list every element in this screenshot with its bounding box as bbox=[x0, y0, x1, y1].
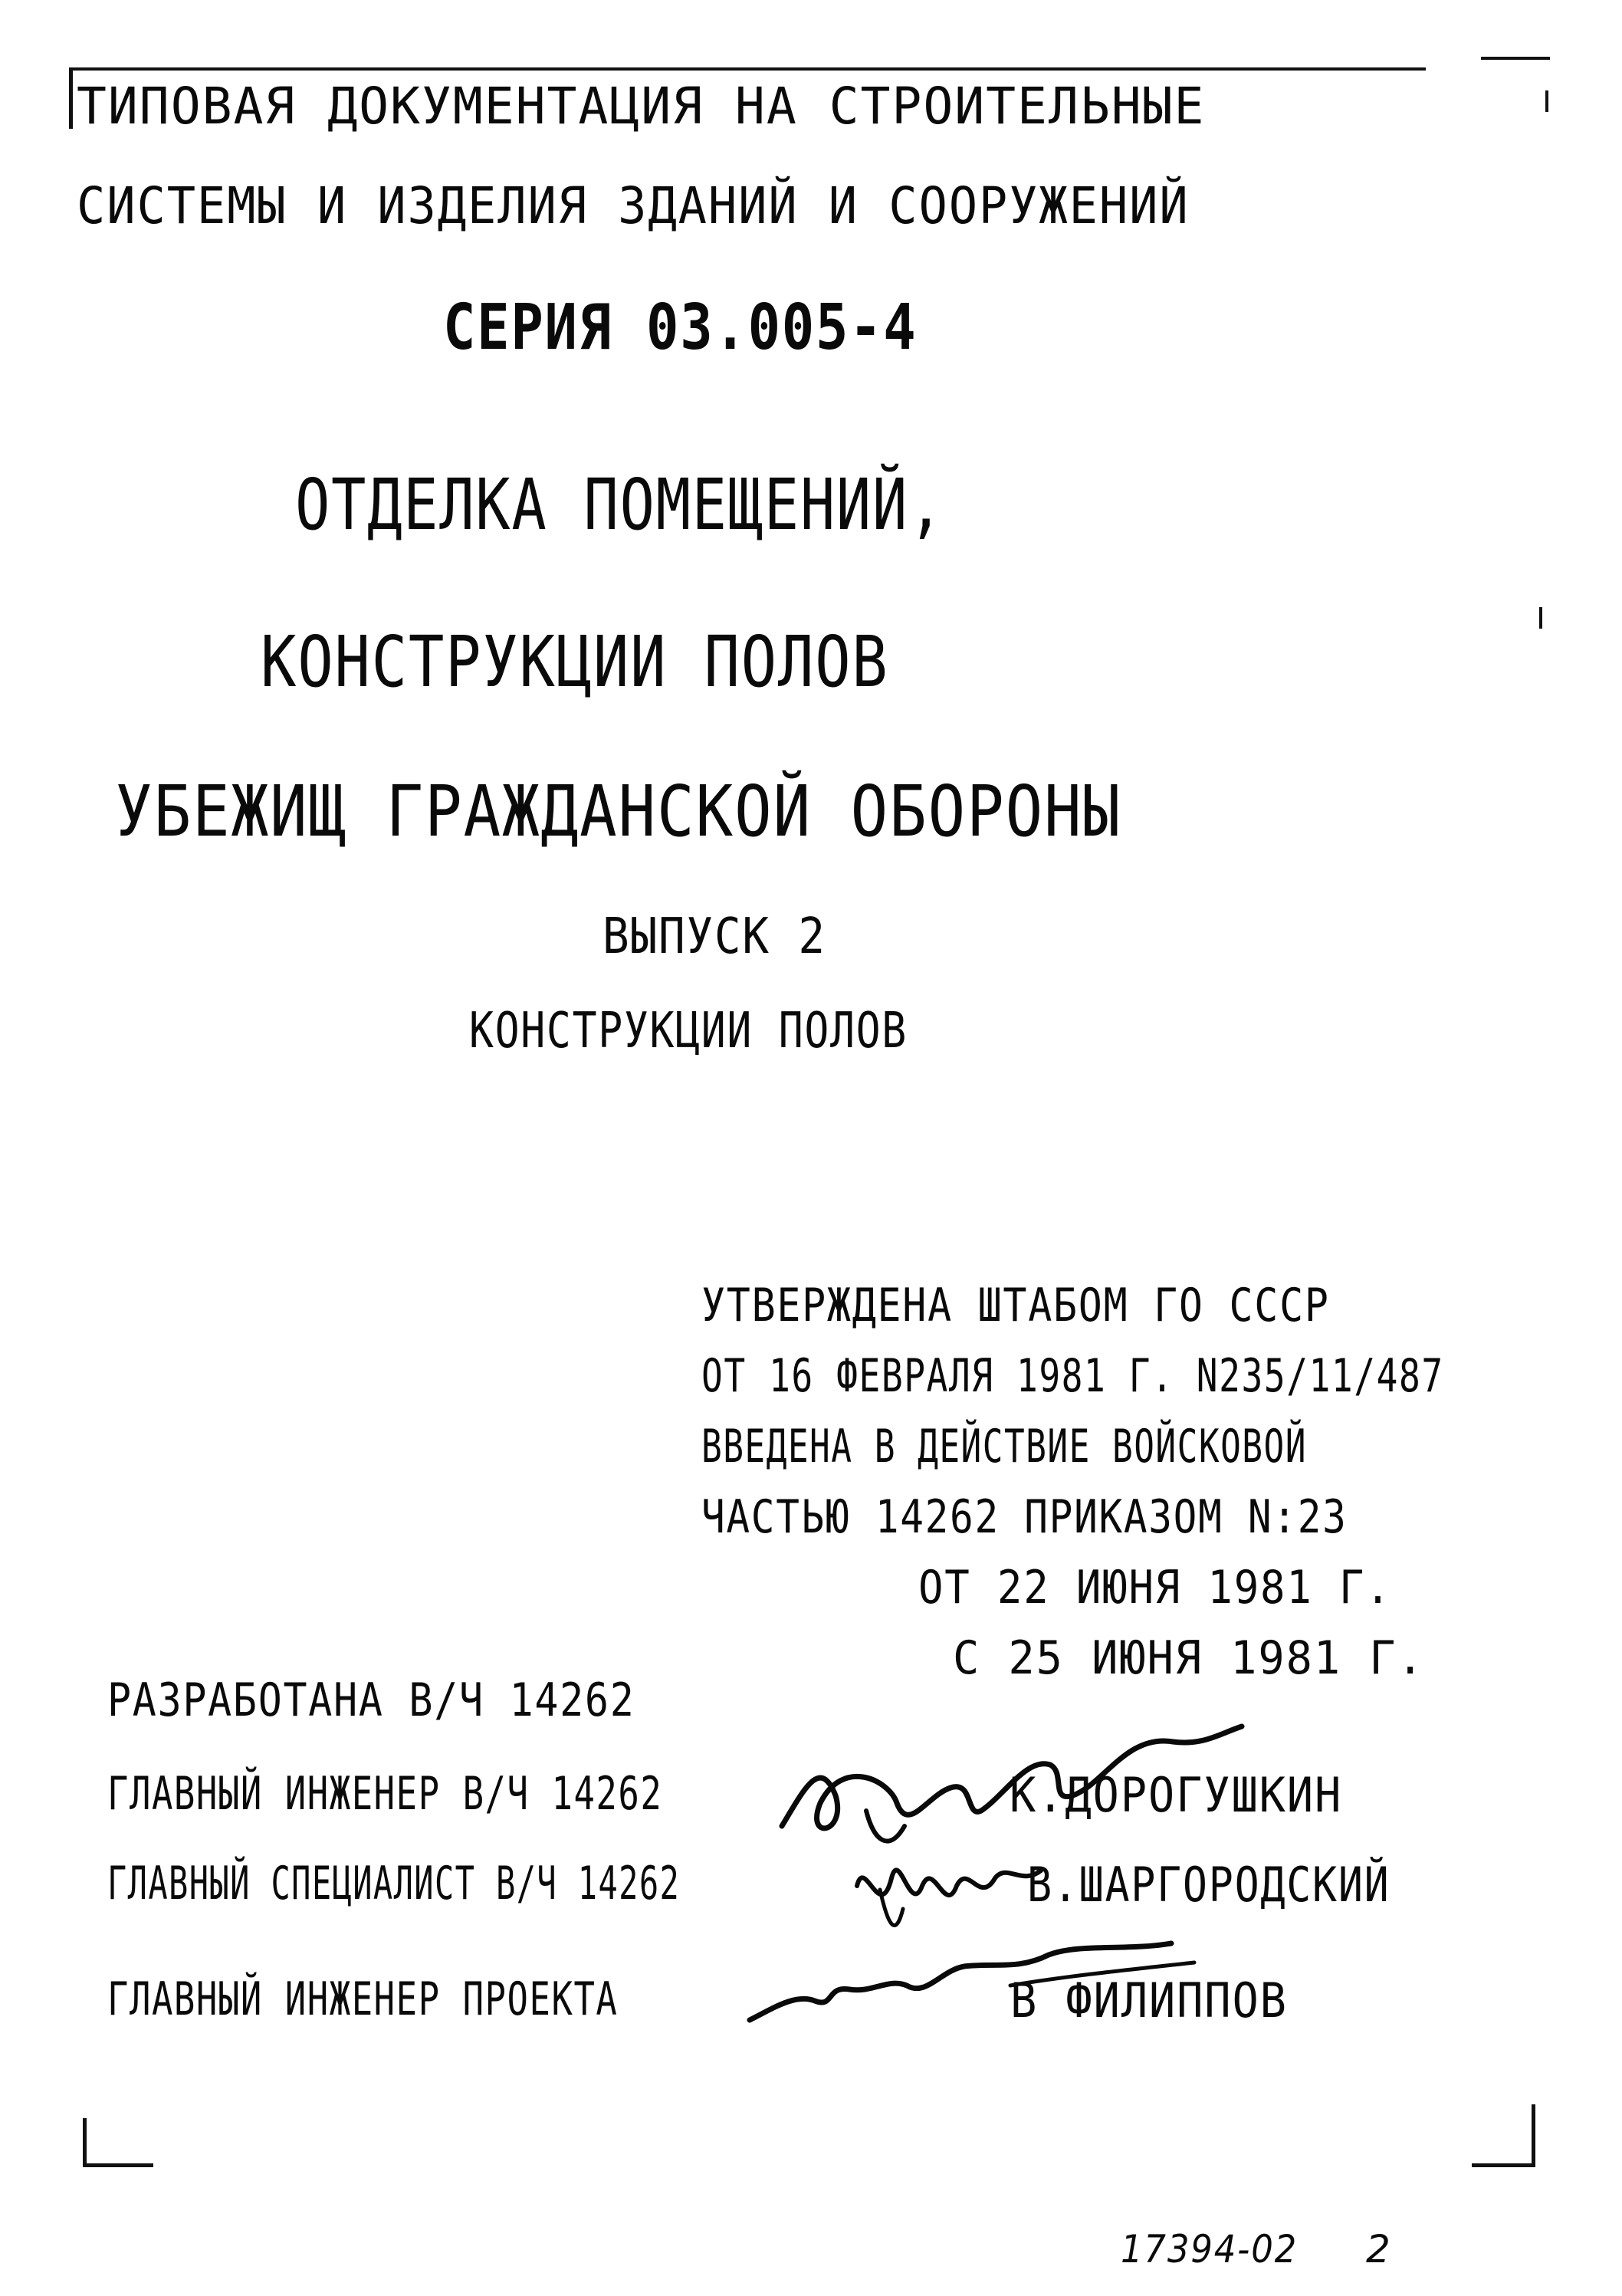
header-line-2: СИСТЕМЫ И ИЗДЕЛИЯ ЗДАНИЙ И СООРУЖЕНИЙ bbox=[77, 176, 1190, 235]
developed-by: РАЗРАБОТАНА В/Ч 14262 bbox=[107, 1674, 635, 1727]
handwritten-signature-2 bbox=[849, 1832, 1049, 1947]
sheet-number: 2 bbox=[1366, 2227, 1392, 2271]
issue-label: ВЫПУСК 2 bbox=[603, 908, 826, 965]
frame-mark-bottom-left-h bbox=[83, 2163, 153, 2167]
document-number: 17394-02 bbox=[1121, 2227, 1299, 2271]
approval-line-1: УТВЕРЖДЕНА ШТАБОМ ГО СССР bbox=[701, 1279, 1330, 1332]
signatory-role-2: ГЛАВНЫЙ СПЕЦИАЛИСТ В/Ч 14262 bbox=[107, 1857, 681, 1910]
title-line-2: КОНСТРУКЦИИ ПОЛОВ bbox=[261, 621, 889, 703]
signatory-name-3: В ФИЛИППОВ bbox=[1010, 1972, 1288, 2028]
frame-line-top bbox=[69, 67, 1426, 71]
signatory-name-1: К.ДОРОГУШКИН bbox=[1010, 1767, 1343, 1823]
frame-mark-top-right-dash bbox=[1481, 57, 1550, 60]
title-line-1: ОТДЕЛКА ПОМЕЩЕНИЙ, bbox=[295, 464, 945, 546]
frame-line-top-left bbox=[69, 67, 73, 129]
approval-line-2: ОТ 16 ФЕВРАЛЯ 1981 Г. N235/11/487 bbox=[701, 1349, 1444, 1403]
approval-line-5: ОТ 22 ИЮНЯ 1981 Г. bbox=[918, 1561, 1392, 1614]
signatory-role-3: ГЛАВНЫЙ ИНЖЕНЕР ПРОЕКТА bbox=[107, 1972, 619, 2026]
frame-mark-bottom-right-v bbox=[1532, 2104, 1535, 2167]
signatory-role-1: ГЛАВНЫЙ ИНЖЕНЕР В/Ч 14262 bbox=[107, 1767, 663, 1821]
issue-subtitle: КОНСТРУКЦИИ ПОЛОВ bbox=[469, 1003, 908, 1059]
approval-line-6: С 25 ИЮНЯ 1981 Г. bbox=[953, 1631, 1425, 1685]
approval-line-3: ВВЕДЕНА В ДЕЙСТВИЕ ВОЙСКОВОЙ bbox=[701, 1420, 1307, 1473]
signatory-name-2: В.ШАРГОРОДСКИЙ bbox=[1027, 1857, 1391, 1913]
approval-line-4: ЧАСТЬЮ 14262 ПРИКАЗОМ N:23 bbox=[701, 1490, 1348, 1544]
header-line-1: ТИПОВАЯ ДОКУМЕНТАЦИЯ НА СТРОИТЕЛЬНЫЕ bbox=[77, 77, 1206, 136]
frame-mark-bottom-right-h bbox=[1472, 2163, 1535, 2167]
frame-mark-top-right-tick bbox=[1545, 90, 1548, 112]
series-number: СЕРИЯ 03.005-4 bbox=[443, 291, 918, 364]
frame-mark-bottom-left-v bbox=[83, 2118, 87, 2166]
frame-mark-right-tick bbox=[1539, 607, 1542, 629]
title-line-3: УБЕЖИЩ ГРАЖДАНСКОЙ ОБОРОНЫ bbox=[115, 770, 1122, 852]
